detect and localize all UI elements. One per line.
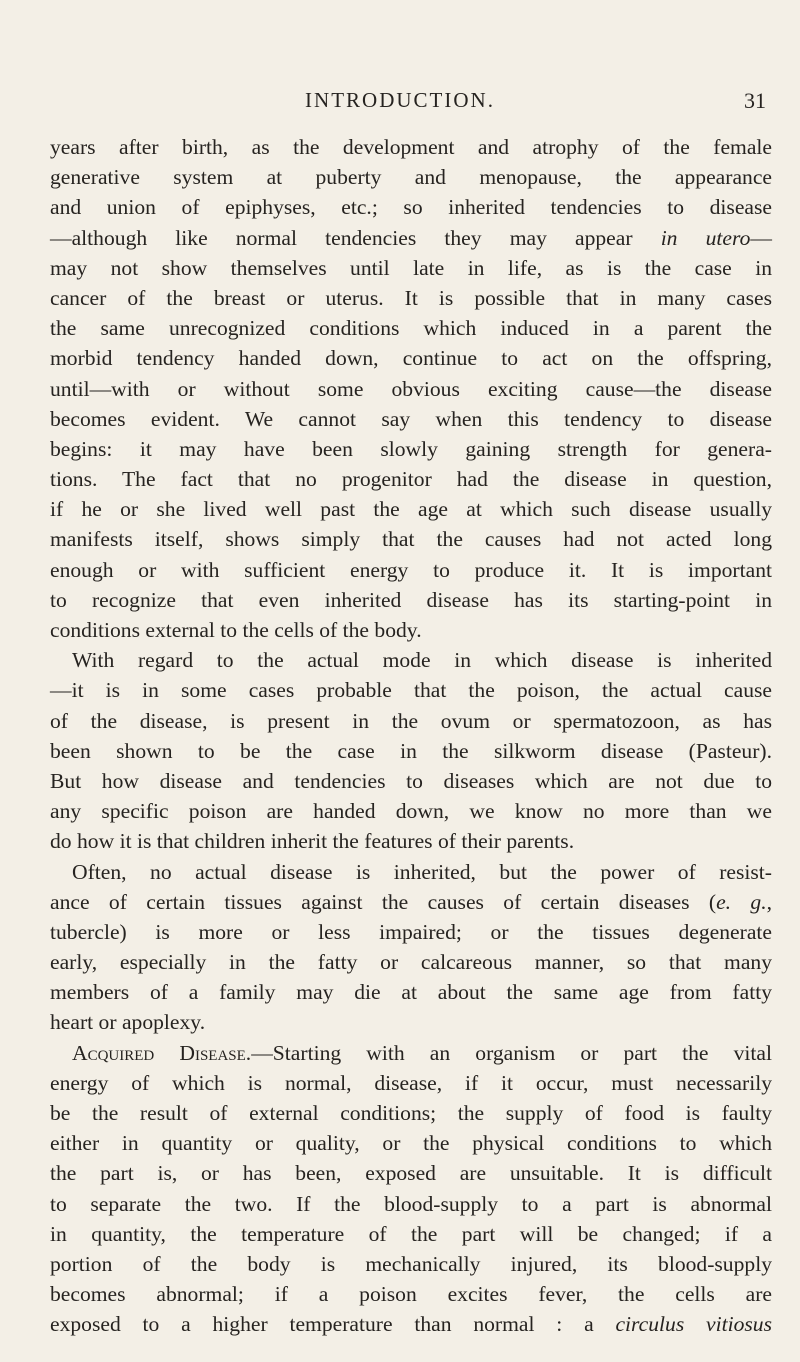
text-line: ance of certain tissues against the causes of certain diseases (e. g., [50, 889, 773, 914]
running-head-title: INTRODUCTION. [305, 88, 495, 112]
text-line: With regard to the actual mode in which disease is inherited [72, 648, 772, 673]
text-line: exposed to a higher temperature than normal : a circulus vitiosus [50, 1312, 772, 1337]
running-head [0, 88, 800, 118]
text-line: years after birth, as the development and atrophy of the female [50, 135, 772, 159]
text-line: portion of the body is mechanically injured, its blood-supply [50, 1251, 772, 1276]
text-line: if he or she lived well past the age at which such disease usually [50, 497, 772, 522]
text-line: heart or apoplexy. [50, 1010, 206, 1035]
text-line: to separate the two. If the blood-supply to a part is abnormal [50, 1191, 772, 1216]
eg-abbreviation: e. g. [716, 889, 767, 914]
text-line: enough or with sufficient energy to produce it. It is important [50, 557, 772, 582]
in-utero-phrase: in utero [660, 225, 751, 250]
text-line: of the disease, is present in the ovum or spermatozoon, as has [50, 708, 772, 733]
text-line: do how it is that children inherit the features of their parents. [50, 829, 575, 854]
body-text [50, 132, 772, 1340]
text-line: the part is, or has been, exposed are unsuitable. It is difficult [50, 1161, 772, 1186]
text-line: to recognize that even inherited disease has its starting-point in [50, 587, 772, 612]
text-line: morbid tendency handed down, continue to act on the offspring, [50, 346, 772, 371]
text-line: any specific poison are handed down, we know no more than we [50, 799, 772, 824]
text-line: becomes evident. We cannot say when this tendency to disease [50, 406, 772, 431]
text-line: either in quantity or quality, or the physical conditions to which [50, 1131, 772, 1156]
text-line: cancer of the breast or uterus. It is possible that in many cases [50, 285, 772, 310]
text-line: —it is in some cases probable that the poison, the actual cause [50, 678, 772, 703]
text-line: members of a family may die at about the same age from fatty [50, 980, 772, 1005]
text-line: and union of epiphyses, etc.; so inherited tendencies to disease [50, 195, 772, 220]
text-line: Often, no actual disease is inherited, but the power of resist- [72, 859, 772, 884]
text-line: conditions external to the cells of the body. [50, 618, 422, 642]
text-line: been shown to be the case in the silkworm disease (Pasteur). [50, 738, 772, 763]
text-line: becomes abnormal; if a poison excites fever, the cells are [50, 1282, 772, 1307]
text-line: But how disease and tendencies to diseases which are not due to [50, 768, 772, 793]
section-heading-acquired-disease: Acquired Disease. [72, 1040, 252, 1065]
text-line: early, especially in the fatty or calcareous manner, so that many [50, 950, 772, 975]
circulus-vitiosus-phrase: circulus vitiosus [615, 1312, 772, 1337]
text-line: may not show themselves until late in life, as is the case in [50, 255, 772, 280]
text-line: generative system at puberty and menopause, the appearance [50, 165, 772, 190]
text-line: Acquired Disease.—Starting with an organism or part the vital [72, 1040, 772, 1065]
text-line: until—with or without some obvious exciting cause—the disease [50, 376, 772, 401]
text-line: the same unrecognized conditions which induced in a parent the [50, 316, 772, 341]
text-line: energy of which is normal, disease, if it occur, must necessarily [50, 1070, 772, 1095]
text-line: —although like normal tendencies they may appear in utero— [50, 225, 772, 250]
text-line: begins: it may have been slowly gaining strength for genera- [50, 436, 772, 461]
text-line: be the result of external conditions; the supply of food is faulty [50, 1101, 772, 1125]
text-line: in quantity, the temperature of the part will be changed; if a [50, 1221, 772, 1246]
text-line: manifests itself, shows simply that the causes had not acted long [50, 527, 772, 552]
text-line: tions. The fact that no progenitor had the disease in question, [50, 467, 772, 492]
text-line: tubercle) is more or less impaired; or the tissues degenerate [50, 919, 772, 944]
page-number: 31 [744, 88, 766, 113]
